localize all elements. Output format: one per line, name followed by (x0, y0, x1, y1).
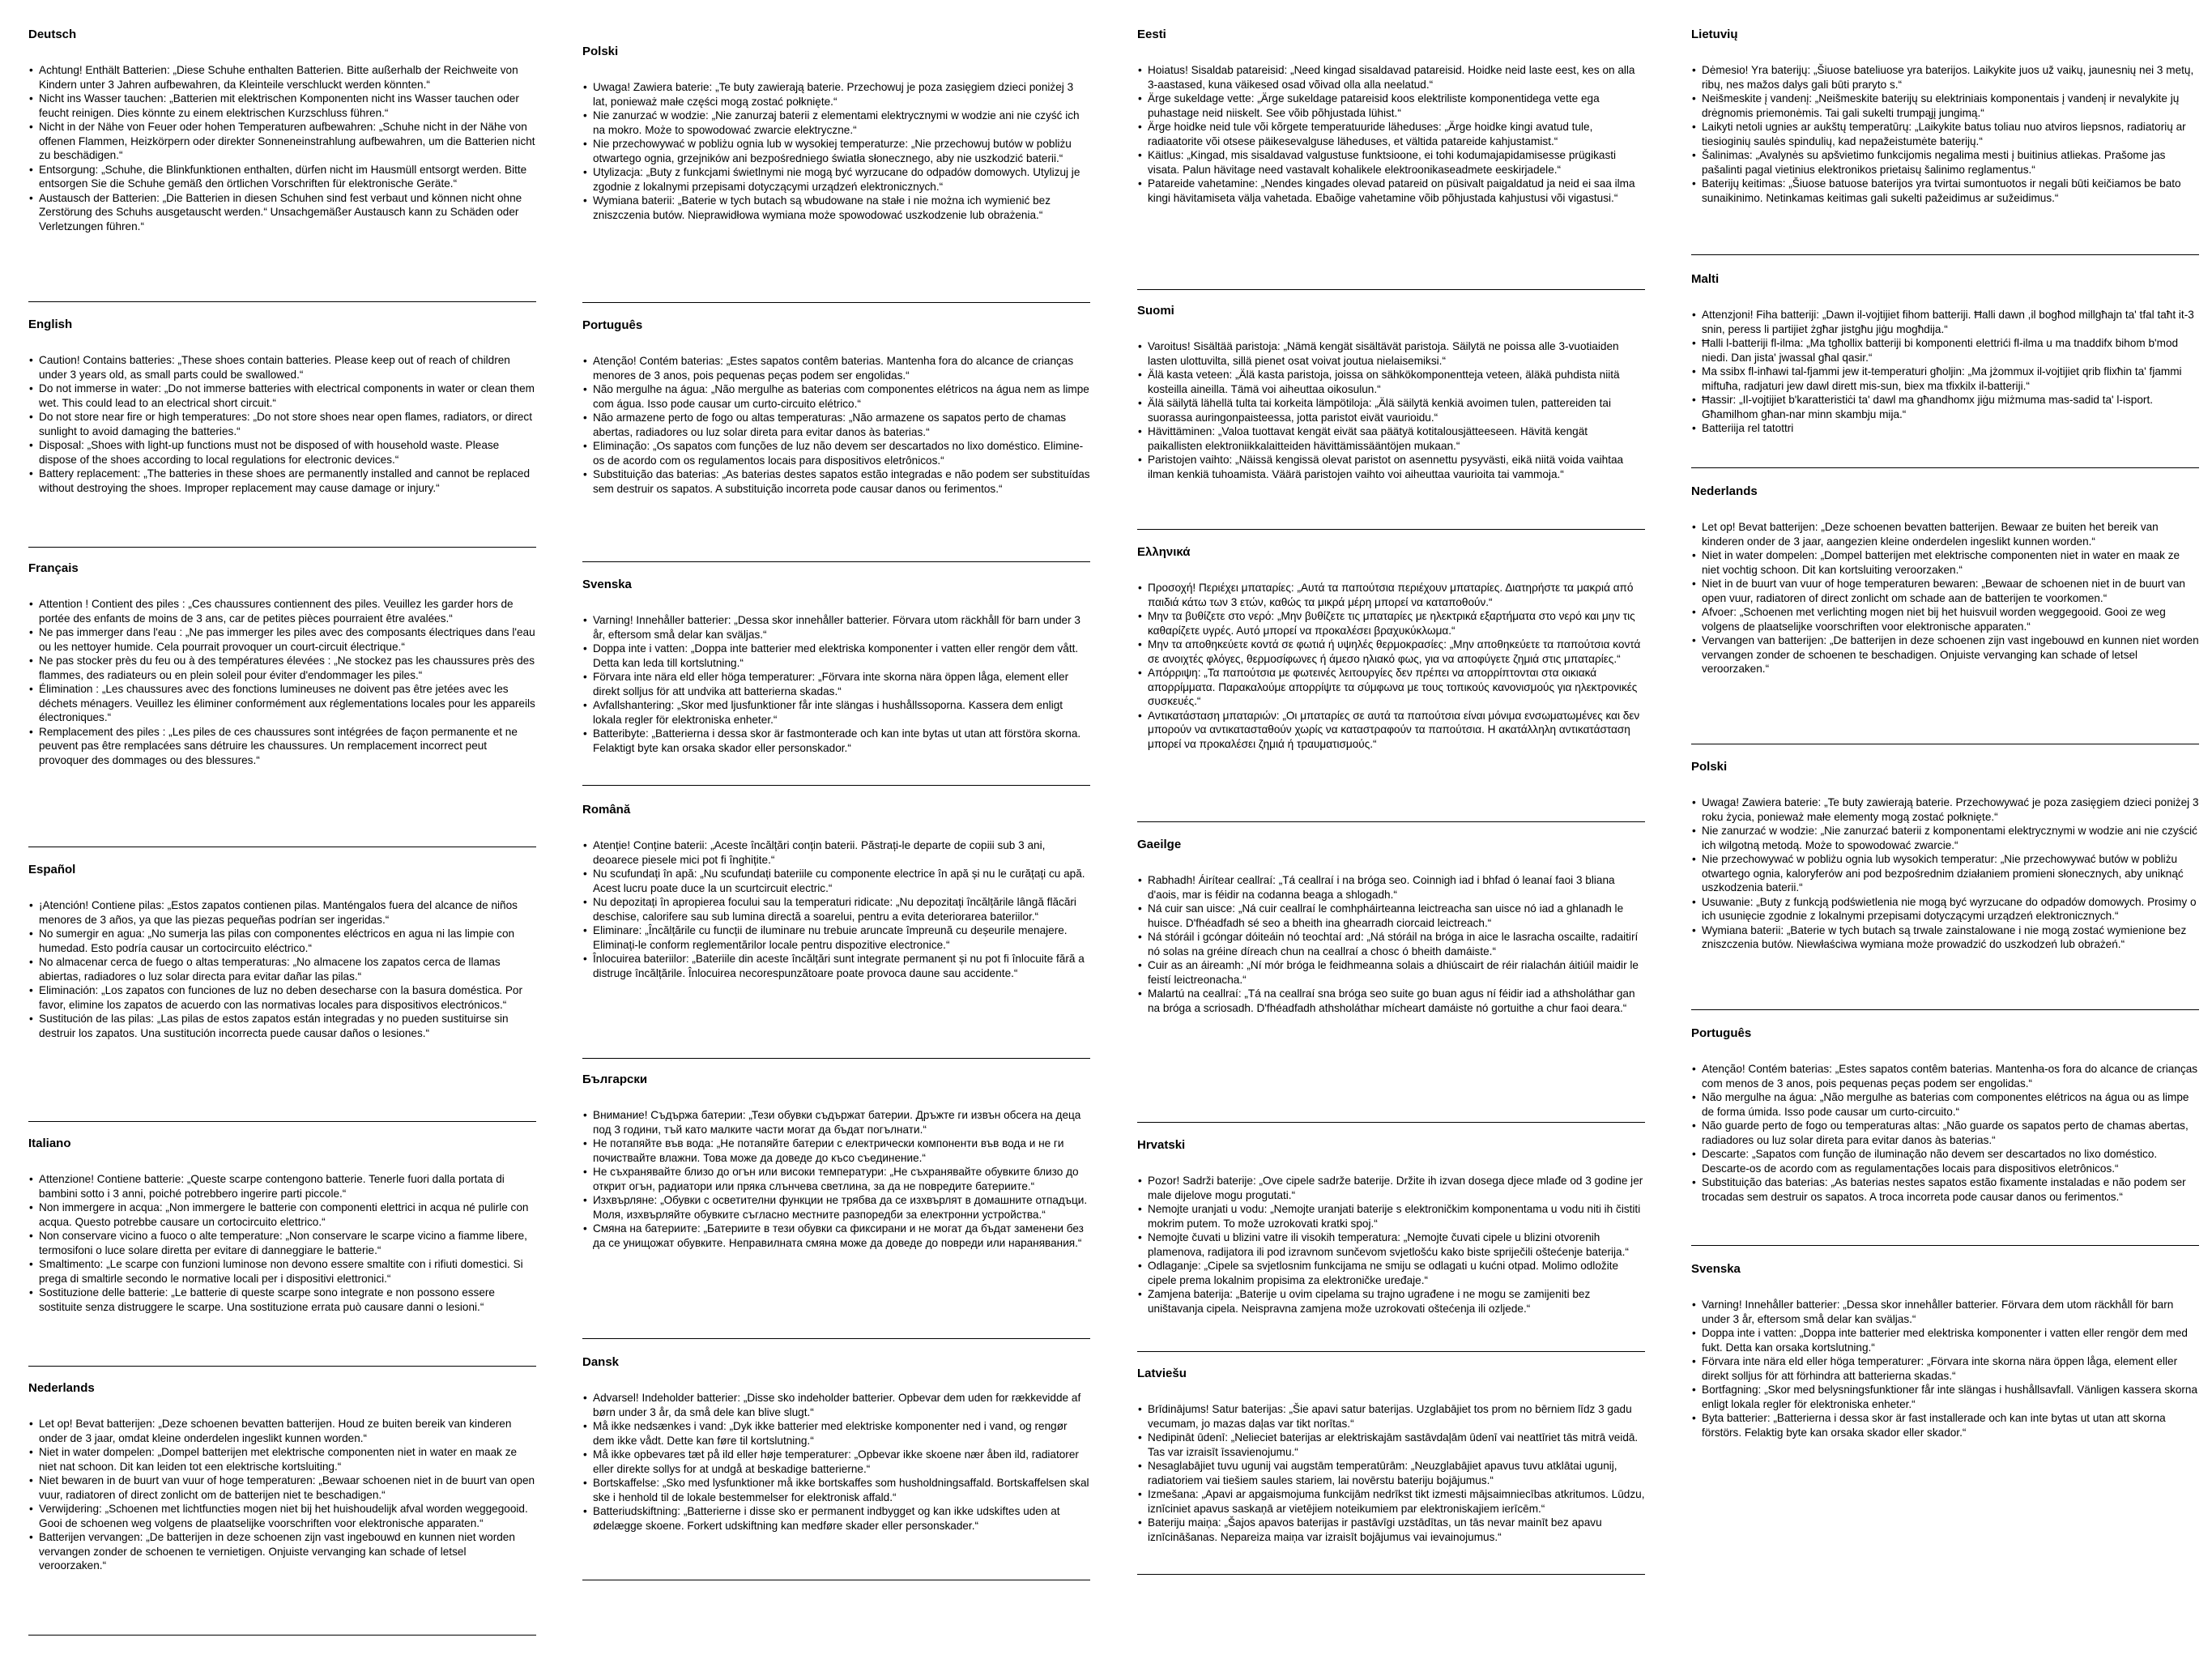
warning-item: • Ärge sukeldage vette: „Ärge sukeldage patareisid koos elektriliste komponentidega vette ega puhastage neid niiskelt. See võib põhjustada lühist.“ (1137, 92, 1645, 120)
warning-item: • Må ikke opbevares tæt på ild eller høje temperaturer: „Opbevar ikke skoene nær åben ild, radiatorer eller direkte sollys for at undgå at beskadige batterierne.“ (582, 1448, 1090, 1476)
warning-item: • Wymiana baterii: „Baterie w tych butach są trwale zainstalowane i nie mogą zostać wymienione bez zniszczenia butów. Niewłaściwa wymiana może prowadzić do uszkodzeń lub obrażeń.“ (1691, 923, 2199, 952)
warning-item: • Odlaganje: „Cipele sa svjetlosnim funkcijama ne smiju se odlagati u kućni otpad. Molimo odložite cipele prema lokalnim propisima za elektroničke uređaje.“ (1137, 1259, 1645, 1287)
warning-item: • Atenção! Contém baterias: „Estes sapatos contêm baterias. Mantenha fora do alcance de crianças menores de 3 anos, pois pequenas peças podem ser engolidas.“ (582, 354, 1090, 382)
warning-item: • Не съхранявайте близо до огън или високи температури: „Не съхранявайте обувките близо до открит огън, радиатори или пряка слънчева светлина, за да не повредите батериите.“ (582, 1165, 1090, 1193)
section-divider (28, 1366, 536, 1367)
warning-list (28, 1417, 536, 1573)
warning-item: • Entsorgung: „Schuhe, die Blinkfunktionen enthalten, dürfen nicht im Hausmüll entsorgt werden. Bitte entsorgen Sie die Schuhe gemäß den örtlichen Vorschriften für elektronische Geräte.“ (28, 163, 536, 191)
warning-item: • Substituição das baterias: „As baterias destes sapatos estão integradas e não podem ser substituídas sem destruir os sapatos. A substituição incorreta pode causar danos ou ferimentos.“ (582, 467, 1090, 496)
language-heading: Nederlands (28, 1381, 95, 1395)
warning-list (1691, 1062, 2199, 1204)
language-heading: Ελληνικά (1137, 545, 1191, 559)
warning-item: • Attenzione! Contiene batterie: „Queste scarpe contengono batterie. Tenerle fuori dalla portata di bambini sotto i 3 anni, poiché potrebbero ingerire parti piccole.“ (28, 1172, 536, 1201)
warning-list (1691, 520, 2199, 676)
language-section (28, 1381, 536, 1573)
language-section (582, 803, 1090, 980)
warning-list (1691, 795, 2199, 952)
section-divider (582, 1338, 1090, 1339)
language-section (1137, 304, 1645, 481)
warning-item: • Varning! Innehåller batterier: „Dessa skor innehåller batterier. Förvara utom räckhåll för barn under 3 år, eftersom små delar kan sväljas.“ (582, 613, 1090, 642)
warning-item: • Neišmeskite į vandenį: „Neišmeskite baterijų su elektriniais komponentais į vandenį ir nevalykite jų drėgnomis priemonėmis. Tai gali sukelti trumpąjį jungimą.“ (1691, 92, 2199, 120)
warning-item: • Não armazene perto de fogo ou altas temperaturas: „Não armazene os sapatos perto de chamas abertas, radiadores ou luz solar direta para evitar danos às baterias.“ (582, 411, 1090, 439)
warning-item: • Smaltimento: „Le scarpe con funzioni luminose non devono essere smaltite con i rifiuti domestici. Si prega di smaltirle secondo le normative locali per i dispositivi elettronici.“ (28, 1257, 536, 1286)
warning-item: • Μην τα βυθίζετε στο νερό: „Μην βυθίζετε τις μπαταρίες με ηλεκτρικά εξαρτήματα στο νερό και μην τις καθαρίζετε υγρές. Αυτό μπορεί να προκαλέσει βραχυκύκλωμα.“ (1137, 609, 1645, 638)
warning-item: • Remplacement des piles : „Les piles de ces chaussures sont intégrées de façon permanente et ne peuvent pas être remplacées sans détruire les chaussures. Un remplacement incorrect peut provoquer des dommages ou des blessures.“ (28, 725, 536, 768)
section-divider (1691, 1245, 2199, 1246)
warning-item: • Nie przechowywać w pobliżu ognia lub wysokich temperatur: „Nie przechowywać butów w pobliżu otwartego ognia, kaloryferów ani pod bezpośrednim działaniem promieni słonecznych, aby uniknąć uszkodzenia baterii.“ (1691, 852, 2199, 895)
warning-item: • Hävittäminen: „Valoa tuottavat kengät eivät saa päätyä kotitalousjätteeseen. Hävitä kengät paikallisten elektroniikkalaitteiden hävittämissääntöjen mukaan.“ (1137, 424, 1645, 453)
warning-item: • Nemojte uranjati u vodu: „Nemojte uranjati baterije s elektroničkim komponentama u vodu niti ih čistiti mokrim putem. To može uzrokovati kratki spoj.“ (1137, 1202, 1645, 1230)
warning-item: • Batteriudskiftning: „Batterierne i disse sko er permanent indbygget og kan ikke udskiftes uden at ødelægge skoene. Forkert udskiftning kan medføre skader eller personskader.“ (582, 1504, 1090, 1533)
language-column (1137, 0, 1645, 1659)
warning-item: • Élimination : „Les chaussures avec des fonctions lumineuses ne doivent pas être jetées avec les déchets ménagers. Veuillez les éliminer conformément aux réglementations locales pour les appareils électroniques.“ (28, 682, 536, 725)
warning-list (28, 63, 536, 233)
warning-list (28, 1172, 536, 1314)
warning-item: • Disposal: „Shoes with light-up functions must not be disposed of with household waste. Please dispose of the shoes according to local regulations for electronic devices.“ (28, 438, 536, 467)
section-divider (28, 1121, 536, 1122)
warning-item: • Avfallshantering: „Skor med ljusfunktioner får inte slängas i hushållssoporna. Kassera dem enligt lokala regler för elektroniska enheter.“ (582, 698, 1090, 727)
warning-item: • Batteribyte: „Batterierna i dessa skor är fastmonterade och kan inte bytas ut utan att förstöra skorna. Felaktigt byte kan orsaka skador eller personskador.“ (582, 727, 1090, 755)
warning-item: • Vervangen van batterijen: „De batterijen in deze schoenen zijn vast ingebouwd en kunnen niet worden vervangen zonder de schoenen te beschadigen. Onjuiste vervanging kan schade of letsel veroorzaken.“ (1691, 633, 2199, 676)
warning-item: • Sustitución de las pilas: „Las pilas de estos zapatos están integradas y no pueden sustituirse sin destruir los zapatos. Una sustitución incorrecta puede causar daños o lesiones.“ (28, 1012, 536, 1040)
warning-list (1137, 63, 1645, 205)
language-column (1691, 0, 2199, 1659)
warning-item: • Let op! Bevat batterijen: „Deze schoenen bevatten batterijen. Houd ze buiten bereik van kinderen onder de 3 jaar, omdat kleine onderdelen ingeslikt kunnen worden.“ (28, 1417, 536, 1445)
warning-item: • Atenção! Contém baterias: „Estes sapatos contêm baterias. Mantenha-os fora do alcance de crianças com menos de 3 anos, pois pequenas peças podem ser engolidas.“ (1691, 1062, 2199, 1090)
language-heading: Lietuvių (1691, 28, 1738, 41)
language-heading: English (28, 318, 73, 331)
warning-item: • Attenzjoni! Fiha batteriji: „Dawn il-vojtijiet fihom batteriji. Ħalli dawn ,il bogħod millgħajn ta' tfal taħt it-3 snin, peress li partijiet żgħar jistgħu jiġu mogħdija.“ (1691, 308, 2199, 336)
section-divider (1691, 254, 2199, 255)
language-heading: Română (582, 803, 631, 817)
warning-list (28, 898, 536, 1040)
warning-item: • Nedipināt ūdenī: „Nelieciet baterijas ar elektriskajām sastāvdaļām ūdenī vai neattīriet tās mitrā veidā. Tas var izraisīt īssavienojumu.“ (1137, 1431, 1645, 1459)
language-heading: Español (28, 863, 76, 876)
warning-item: • No almacenar cerca de fuego o altas temperaturas: „No almacene los zapatos cerca de llamas abiertas, radiadores o luz solar directa para evitar dañar las pilas.“ (28, 955, 536, 983)
warning-list (1137, 339, 1645, 481)
warning-list (582, 838, 1090, 980)
warning-item: • Nie przechowywać w pobliżu ognia lub w wysokiej temperaturze: „Nie przechowuj butów w pobliżu otwartego ognia, grzejników ani bezpośredniego światła słonecznego, aby nie uszkodzić baterii.“ (582, 137, 1090, 165)
warning-item: • Doppa inte i vatten: „Doppa inte batterier med elektriska komponenter i vatten eller rengör dem vått. Detta kan leda till kortslutning.“ (582, 642, 1090, 670)
language-section (1691, 484, 2199, 676)
language-heading: Polski (582, 45, 619, 58)
warning-item: • Attention ! Contient des piles : „Ces chaussures contiennent des piles. Veuillez les garder hors de portée des enfants de moins de 3 ans, car de petites pièces pourraient être avalées.“ (28, 597, 536, 625)
warning-item: • Rabhadh! Áirítear ceallraí: „Tá ceallraí i na bróga seo. Coinnigh iad i bhfad ó leanaí faoi 3 bliana d'aois, mar is féidir na codanna beaga a shlogadh.“ (1137, 873, 1645, 902)
warning-item: • Αντικατάσταση μπαταριών: „Οι μπαταρίες σε αυτά τα παπούτσια είναι μόνιμα ενσωματωμένες και δεν μπορούν να αντικατασταθούν χωρίς να καταστραφούν τα παπούτσια. Η ακατάλληλη αντικατάσταση μπορεί να προκαλέσει ζημιά ή τραυματισμούς.“ (1137, 709, 1645, 752)
warning-list (28, 597, 536, 767)
warning-item: • Înlocuirea bateriilor: „Bateriile din aceste încălțări sunt integrate permanent și nu pot fi înlocuite fără a distruge încălțările. Înlocuirea necorespunzătoare poate provoca daune sau accidente.“ (582, 952, 1090, 980)
warning-item: • Προσοχή! Περιέχει μπαταρίες: „Αυτά τα παπούτσια περιέχουν μπαταρίες. Διατηρήστε τα μακριά από παιδιά κάτω των 3 ετών, καθώς τα μικρά μέρη μπορεί να καταποθούν.“ (1137, 581, 1645, 609)
warning-list (582, 354, 1090, 496)
warning-item: • Nicht in der Nähe von Feuer oder hohen Temperaturen aufbewahren: „Schuhe nicht in der Nähe von offenen Flammen, Heizkörpern oder direkter Sonneneinstrahlung aufbewahren, um die Batterien nicht zu beschädigen.“ (28, 120, 536, 163)
warning-item: • Ne pas immerger dans l'eau : „Ne pas immerger les piles avec des composants électriques dans l'eau ou les nettoyer humide. Cela pourrait provoquer un court-circuit électrique.“ (28, 625, 536, 654)
warning-item: • Älä säilytä lähellä tulta tai korkeita lämpötiloja: „Älä säilytä kenkiä avoimen tulen, pattereiden tai suorassa auringonpaisteessa, jotta paristot eivät vaurioidu.“ (1137, 396, 1645, 424)
warning-item: • Baterijų keitimas: „Šiuose batuose baterijos yra tvirtai sumontuotos ir negali būti keičiamos be bato sunaikinimo. Netinkamas keitimas gali sukelti pažeidimus ar sužeidimus.“ (1691, 177, 2199, 205)
section-divider (582, 561, 1090, 562)
language-section (28, 1137, 536, 1314)
warning-item: • Смяна на батериите: „Батериите в тези обувки са фиксирани и не могат да бъдат заменени без да се унищожат обувките. Неправилната смяна може да доведе до повреди или наранявания.“ (582, 1222, 1090, 1250)
warning-item: • Ma ssibx fl-inħawi tal-fjammi jew it-temperaturi għoljin: „Ma jżommux il-vojtijiet qrib flixħin ta' fjammi miftuħa, radjaturi jew dawl dirett mis-sun, biex ma tfixkilx il-batteriji.“ (1691, 365, 2199, 393)
warning-item: • Eliminación: „Los zapatos con funciones de luz no deben desecharse con la basura doméstica. Por favor, elimine los zapatos de acuerdo con las normativas locales para dispositivos electrónicos.“ (28, 983, 536, 1012)
warning-item: • Uwaga! Zawiera baterie: „Te buty zawierają baterie. Przechowuj je poza zasięgiem dzieci poniżej 3 lat, ponieważ małe części mogą zostać połknięte.“ (582, 80, 1090, 109)
language-column (28, 0, 536, 1659)
warning-item: • Malartú na ceallraí: „Tá na ceallraí sna bróga seo suite go buan agus ní féidir iad a athsholáthar gan na bróga a scriosadh. D'fhéadfadh athsholáthar mícheart damáiste nó gortuithe a chur faoi deara.“ (1137, 987, 1645, 1015)
warning-item: • Förvara inte nära eld eller höga temperaturer: „Förvara inte skorna nära öppen låga, element eller direkt solljus för att förhindra att batterierna skadas.“ (1691, 1354, 2199, 1383)
warning-item: • Μην τα αποθηκεύετε κοντά σε φωτιά ή υψηλές θερμοκρασίες: „Μην αποθηκεύετε τα παπούτσια κοντά σε ανοιχτές φλόγες, θερμοσίφωνες ή άμεσο ηλιακό φως, για να αποφύγετε ζημιά στις μπαταρίες.“ (1137, 638, 1645, 666)
warning-item: • Nemojte čuvati u blizini vatre ili visokih temperatura: „Nemojte čuvati cipele u blizini otvorenih plamenova, radijatora ili pod izravnom sunčevom svjetlošću kako biste spriječili oštećenje baterija.“ (1137, 1230, 1645, 1259)
warning-item: • Brīdinājums! Satur baterijas: „Šie apavi satur baterijas. Uzglabājiet tos prom no bērniem līdz 3 gadu vecumam, jo mazas daļas var tikt norītas.“ (1137, 1402, 1645, 1431)
warning-item: • Achtung! Enthält Batterien: „Diese Schuhe enthalten Batterien. Bitte außerhalb der Reichweite von Kindern unter 3 Jahren aufbewahren, da Kleinteile verschluckt werden könnten.“ (28, 63, 536, 92)
language-section (1691, 760, 2199, 952)
language-heading: Polski (1691, 760, 1728, 774)
language-heading: Nederlands (1691, 484, 1758, 498)
warning-item: • Απόρριψη: „Τα παπούτσια με φωτεινές λειτουργίες δεν πρέπει να απορρίπτονται στα οικιακά απορρίμματα. Παρακαλούμε απορρίψτε τα σύμφωνα με τους τοπικούς κανονισμούς για ηλεκτρονικές συσκευές.“ (1137, 666, 1645, 709)
warning-item: • Substituição das baterias: „As baterias nestes sapatos estão fixamente instaladas e não podem ser trocadas sem destruir os sapatos. A troca incorreta pode causar danos ou ferimentos.“ (1691, 1175, 2199, 1204)
warning-item: • Uwaga! Zawiera baterie: „Te buty zawierają baterie. Przechowywać je poza zasięgiem dzieci poniżej 3 roku życia, ponieważ małe elementy mogą zostać połknięte.“ (1691, 795, 2199, 824)
warning-item: • Usuwanie: „Buty z funkcją podświetlenia nie mogą być wyrzucane do odpadów domowych. Prosimy o ich usunięcie zgodnie z lokalnymi przepisami dotyczącymi urządzeń elektronicznych.“ (1691, 895, 2199, 923)
warning-item: • Zamjena baterija: „Baterije u ovim cipelama su trajno ugrađene i ne mogu se zamijeniti bez uništavanja cipela. Neispravna zamjena može uzrokovati oštećenja ili ozljede.“ (1137, 1287, 1645, 1316)
language-heading: Български (582, 1073, 648, 1086)
warning-item: • Må ikke nedsænkes i vand: „Dyk ikke batterier med elektriske komponenter ned i vand, og rengør dem ikke vådt. Dette kan føre til kortslutning.“ (582, 1419, 1090, 1448)
warning-item: • Ne pas stocker près du feu ou à des températures élevées : „Ne stockez pas les chaussures près des flammes, des radiateurs ou en plein soleil pour éviter d'endommager les piles.“ (28, 654, 536, 682)
warning-item: • Nu depozitați în apropierea focului sau la temperaturi ridicate: „Nu depozitați încălțările lângă flăcări deschise, calorifere sau sub lumina directă a soarelui, pentru a evita deteriorarea bateriilor.“ (582, 895, 1090, 923)
warning-item: • Let op! Bevat batterijen: „Deze schoenen bevatten batterijen. Bewaar ze buiten het bereik van kinderen onder de 3 jaar, aangezien kleine onderdelen ingeslikt kunnen worden.“ (1691, 520, 2199, 548)
warning-item: • Niet bewaren in de buurt van vuur of hoge temperaturen: „Bewaar schoenen niet in de buurt van open vuur, radiatoren of direct zonlicht om de batterijen niet te beschadigen.“ (28, 1473, 536, 1502)
warning-item: • Do not immerse in water: „Do not immerse batteries with electrical components in water or clean them wet. This could lead to an electrical short circuit.“ (28, 382, 536, 410)
warning-list (1137, 581, 1645, 751)
warning-item: • Não mergulhe na água: „Não mergulhe as baterias com componentes elétricos na água nem as limpe com água. Isso pode causar um curto-circuito elétrico.“ (582, 382, 1090, 411)
warning-item: • Ärge hoidke neid tule või kõrgete temperatuuride läheduses: „Ärge hoidke kingi avatud tule, radiaatorite või otsese päikesevalguse läheduses, et vältida patareide kahjustamist.“ (1137, 120, 1645, 148)
warning-item: • Niet in de buurt van vuur of hoge temperaturen bewaren: „Bewaar de schoenen niet in de buurt van open vuur, radiatoren of direct zonlicht om schade aan de batterijen te voorkomen.“ (1691, 577, 2199, 605)
language-section (1137, 28, 1645, 205)
section-divider (28, 301, 536, 302)
warning-item: • Non immergere in acqua: „Non immergere le batterie con componenti elettrici in acqua né pulirle con acqua. Questo potrebbe causare un cortocircuito elettrico.“ (28, 1201, 536, 1229)
warning-item: • Eliminação: „Os sapatos com funções de luz não devem ser descartados no lixo doméstico. Elimine-os de acordo com os regulamentos locais para dispositivos eletrônicos.“ (582, 439, 1090, 467)
warning-item: • Pozor! Sadrži baterije: „Ove cipele sadrže baterije. Držite ih izvan dosega djece mlađe od 3 godine jer male dijelove mogu progutati.“ (1137, 1174, 1645, 1202)
language-section (582, 1073, 1090, 1250)
warning-item: • Izmešana: „Apavi ar apgaismojuma funkcijām nedrīkst tikt izmesti mājsaimniecības atkritumos. Lūdzu, iznīciniet apavus saskaņā ar vietējiem noteikumiem par elektroniskajiem ierīcēm.“ (1137, 1487, 1645, 1516)
section-divider (1137, 1122, 1645, 1123)
warning-list (1691, 63, 2199, 205)
language-heading: Français (28, 561, 79, 575)
language-heading: Dansk (582, 1355, 620, 1369)
language-section (1137, 1367, 1645, 1544)
warning-item: • Ná stóráil i gcóngar dóiteáin nó teochtaí ard: „Ná stóráil na bróga in aice le lasracha oscailte, radaitirí nó solas na gréine díreach chun na ceallraí a chosc ó bheith damáiste.“ (1137, 930, 1645, 958)
language-section (1691, 272, 2199, 436)
language-heading: Hrvatski (1137, 1138, 1186, 1152)
language-section (1691, 1262, 2199, 1439)
warning-item: • Изхвърляне: „Обувки с осветителни функции не трябва да се изхвърлят в домашните отпадъци. Моля, изхвърляйте обувките съгласно местните разпоредби за електронни устройства.“ (582, 1193, 1090, 1222)
warning-item: • Niet in water dompelen: „Dompel batterijen met elektrische componenten niet in water en maak ze niet nat schoon. Dit kan leiden tot een elektrische kortsluiting.“ (28, 1445, 536, 1473)
language-section (582, 578, 1090, 755)
warning-list (1691, 308, 2199, 436)
language-section (1137, 545, 1645, 751)
warning-item: • Cuir as an áireamh: „Ní mór bróga le feidhmeanna solais a dhiúscairt de réir rialachán áitiúil maidir le feistí leictreonacha.“ (1137, 958, 1645, 987)
language-heading: Svenska (582, 578, 632, 591)
warning-item: • Do not store near fire or high temperatures: „Do not store shoes near open flames, radiators, or direct sunlight to avoid damaging the batteries.“ (28, 410, 536, 438)
warning-item: • Bortfagning: „Skor med belysningsfunktioner får inte slängas i hushållsavfall. Vänligen kassera skorna enligt lokala regler för elektroniska enheter.“ (1691, 1383, 2199, 1411)
warning-item: • Sostituzione delle batterie: „Le batterie di queste scarpe sono integrate e non possono essere sostituite senza distruggere le scarpe. Una sostituzione errata può causare danni o lesioni.“ (28, 1286, 536, 1314)
warning-item: • Nicht ins Wasser tauchen: „Batterien mit elektrischen Komponenten nicht ins Wasser tauchen oder feucht reinigen. Dies könnte zu einem elektrischen Kurzschluss führen.“ (28, 92, 536, 120)
section-divider (582, 1058, 1090, 1059)
language-heading: Português (582, 318, 643, 332)
warning-item: • Внимание! Съдържа батерии: „Тези обувки съдържат батерии. Дръжте ги извън обсега на деца под 3 години, тъй като малките части могат да бъдат погълнати.“ (582, 1108, 1090, 1137)
warning-item: • Utylizacja: „Buty z funkcjami świetlnymi nie mogą być wyrzucane do odpadów domowych. Utylizuj je zgodnie z lokalnymi przepisami dotyczącymi urządzeń elektronicznych.“ (582, 165, 1090, 194)
warning-item: • Hoiatus! Sisaldab patareisid: „Need kingad sisaldavad patareisid. Hoidke neid laste eest, kes on alla 3-aastased, kuna väikesed osad võivad olla alla neelatud.“ (1137, 63, 1645, 92)
section-divider (28, 1635, 536, 1636)
warning-list (1137, 1174, 1645, 1316)
warning-list (582, 1108, 1090, 1250)
warning-item: • Non conservare vicino a fuoco o alte temperature: „Non conservare le scarpe vicino a fiamme libere, termosifoni o luce solare diretta per evitare di danneggiare le batterie.“ (28, 1229, 536, 1257)
warning-item: • Doppa inte i vatten: „Doppa inte batterier med elektriska komponenter i vatten eller rengör dem med fukt. Detta kan orsaka kortslutning.“ (1691, 1326, 2199, 1354)
language-heading: Gaeilge (1137, 838, 1182, 851)
warning-item: • Patareide vahetamine: „Nendes kingades olevad patareid on püsivalt paigaldatud ja neid ei saa ilma kingi hävitamiseta välja vahetada. Ebaõige vahetamine võib põhjustada kahjustusi või vigastusi.“ (1137, 177, 1645, 205)
warning-item: • Descarte: „Sapatos com função de iluminação não devem ser descartados no lixo doméstico. Descarte-os de acordo com as regulamentações locais para dispositivos eletrônicos.“ (1691, 1147, 2199, 1175)
section-divider (582, 785, 1090, 786)
section-divider (1691, 1009, 2199, 1010)
warning-item: • Varning! Innehåller batterier: „Dessa skor innehåller batterier. Förvara dem utom räckhåll för barn under 3 år, eftersom små delar kan sväljas.“ (1691, 1298, 2199, 1326)
section-divider (1137, 529, 1645, 530)
language-section (1691, 1026, 2199, 1204)
warning-item: • Batterijen vervangen: „De batterijen in deze schoenen zijn vast ingebouwd en kunnen niet worden vervangen zonder de schoenen te vernietigen. Onjuiste vervanging kan schade of letsel veroorzaken.“ (28, 1530, 536, 1573)
warning-item: • Bortskaffelse: „Sko med lysfunktioner må ikke bortskaffes som husholdningsaffald. Bortskaffelsen skal ske i henhold til de lokale bestemmelser for elektronisk affald.“ (582, 1476, 1090, 1504)
warning-item: • Ħalli l-batteriji fl-ilma: „Ma tgħollix batteriji bi komponenti elettrići fl-ilma u ma tnaddifx bihom b'mod niedi. Dan jista' jwassal għal qasir.“ (1691, 336, 2199, 365)
warning-item: • Byta batterier: „Batterierna i dessa skor är fast installerade och kan inte bytas ut utan att skorna förstörs. Felaktig byte kan orsaka skador eller skador.“ (1691, 1411, 2199, 1439)
language-heading: Português (1691, 1026, 1752, 1040)
warning-item: • No sumergir en agua: „No sumerja las pilas con componentes eléctricos en agua ni las limpie con humedad. Esto podría causar un cortocircuito eléctrico.“ (28, 927, 536, 955)
warning-item: • Ħassir: „Il-vojtijiet b'karatteristiċi ta' dawl ma għandhomx jiġu miżmuma mas-sadid ta' l-isport. Għamilhom għan-nar minn skambju mija.“ (1691, 393, 2199, 421)
warning-item: • Nie zanurzać w wodzie: „Nie zanurzaj baterii z elementami elektrycznymi w wodzie ani nie czyść ich na mokro. Może to spowodować zwarcie elektryczne.“ (582, 109, 1090, 137)
warning-list (1137, 873, 1645, 1015)
warning-item: • Dėmesio! Yra baterijų: „Šiuose bateliuose yra baterijos. Laikykite juos už vaikų, jaunesnių nei 3 metų, ribų, nes mažos dalys gali būti praryto s.“ (1691, 63, 2199, 92)
language-heading: Deutsch (28, 28, 77, 41)
warning-list (582, 613, 1090, 755)
language-section (582, 1355, 1090, 1533)
warning-item: • Austausch der Batterien: „Die Batterien in diesen Schuhen sind fest verbaut und können nicht ohne Zerstörung des Schuhs ausgetauscht werden.“ Unsachgemäßer Austausch kann zu Schäden oder Verletzungen führen.“ (28, 191, 536, 234)
warning-item: • Bateriju maiņa: „Šajos apavos baterijas ir pastāvīgi uzstādītas, un tās nevar mainīt bez apavu iznīcināšanas. Nepareiza maiņa var izraisīt bojājumus vai ievainojumus.“ (1137, 1516, 1645, 1544)
warning-item: • Paristojen vaihto: „Näissä kengissä olevat paristot on asennettu pysyvästi, eikä niitä voida vaihtaa ilman kenkiä tuhoamista. Väärä paristojen vaihto voi aiheuttaa vaurioita tai vammoja.“ (1137, 453, 1645, 481)
warning-item: • Não guarde perto de fogo ou temperaturas altas: „Não guarde os sapatos perto de chamas abertas, radiadores ou luz solar direta para evitar danos às baterias.“ (1691, 1119, 2199, 1147)
warning-item: • Niet in water dompelen: „Dompel batterijen met elektrische componenten niet in water en maak ze niet vochtig schoon. Dit kan kortsluiting veroorzaken.“ (1691, 548, 2199, 577)
warning-item: • Verwijdering: „Schoenen met lichtfuncties mogen niet bij het huishoudelijk afval worden weggegooid. Gooi de schoenen weg volgens de plaatselijke voorschriften voor elektronische apparaten.“ (28, 1502, 536, 1530)
warning-item: • Nu scufundați în apă: „Nu scufundați bateriile cu componente electrice în apă și nu le curățați cu apă. Acest lucru poate duce la un scurtcircuit electric.“ (582, 867, 1090, 895)
warning-item: • Nesaglabājiet tuvu ugunij vai augstām temperatūrām: „Neuzglabājiet apavus tuvu atklātai ugunij, radiatoriem vai tiešiem saules stariem, lai novērstu bateriju bojājumus.“ (1137, 1459, 1645, 1487)
warning-item: • Afvoer: „Schoenen met verlichting mogen niet bij het huisvuil worden weggegooid. Gooi ze weg volgens de plaatselijke voorschriften voor elektronische apparaten.“ (1691, 605, 2199, 633)
warning-item: • Atenție! Conține baterii: „Aceste încălțări conțin baterii. Păstrați-le departe de copiii sub 3 ani, deoarece piesele mici pot fi înghițite.“ (582, 838, 1090, 867)
warning-item: • Battery replacement: „The batteries in these shoes are permanently installed and cannot be replaced without destroying the shoes. Improper replacement may cause damage or injury.“ (28, 467, 536, 495)
warning-list (582, 1391, 1090, 1533)
section-divider (1137, 1574, 1645, 1575)
section-divider (28, 547, 536, 548)
warning-item: • Nie zanurzać w wodzie: „Nie zanurzać baterii z komponentami elektrycznymi w wodzie ani nie czyścić ich wilgotną metodą. Może to spowodować zwarcie.“ (1691, 824, 2199, 852)
warning-item: • Ná cuir san uisce: „Ná cuir ceallraí le comhpháirteanna leictreacha san uisce nó iad a ghlanadh le huisce. D'fhéadfadh sé seo a bheith ina ghearradh ciorcaid leictreach.“ (1137, 902, 1645, 930)
warning-item: • Förvara inte nära eld eller höga temperaturer: „Förvara inte skorna nära öppen låga, element eller direkt solljus för att undvika att batterierna skadas.“ (582, 670, 1090, 698)
warning-list (582, 80, 1090, 222)
language-heading: Italiano (28, 1137, 71, 1150)
section-divider (1137, 289, 1645, 290)
language-section (28, 318, 536, 495)
language-section (582, 45, 1090, 222)
warning-item: • Varoitus! Sisältää paristoja: „Nämä kengät sisältävät paristoja. Säilytä ne poissa alle 3-vuotiaiden lasten ulottuvilta, sillä pienet osat voivat joutua nielaisemiksi.“ (1137, 339, 1645, 368)
language-section (28, 863, 536, 1040)
language-section (28, 28, 536, 233)
warning-item: • Laikyti netoli ugnies ar aukštų temperatūrų: „Laikykite batus toliau nuo atviros liepsnos, radiatorių ar tiesioginių saulės spindulių, kad nepažeistumėte baterijų.“ (1691, 120, 2199, 148)
warning-item: • Wymiana baterii: „Baterie w tych butach są wbudowane na stałe i nie można ich wymienić bez zniszczenia butów. Nieprawidłowa wymiana może spowodować uszkodzenie lub obrażenia.“ (582, 194, 1090, 222)
warning-list (28, 353, 536, 495)
language-heading: Svenska (1691, 1262, 1741, 1276)
language-heading: Latviešu (1137, 1367, 1187, 1380)
warning-item: • ¡Atención! Contiene pilas: „Estos zapatos contienen pilas. Manténgalos fuera del alcance de niños menores de 3 años, ya que las piezas pequeñas podrían ser ingeridas.“ (28, 898, 536, 927)
warning-item: • Älä kasta veteen: „Älä kasta paristoja, joissa on sähkökomponentteja veteen, äläkä puhdista niitä kosteilla aineilla. Tämä voi aiheuttaa oikosulun.“ (1137, 368, 1645, 396)
language-heading: Suomi (1137, 304, 1174, 318)
warning-item: • Batteriija rel tatottri (1691, 421, 2199, 436)
warning-item: • Käitlus: „Kingad, mis sisaldavad valgustuse funktsioone, ei tohi kodumajapidamisesse prügikasti visata. Palun hävitage need vastavalt kohalikele elektroonikaseadmete eeskirjadele.“ (1137, 148, 1645, 177)
section-divider (1691, 467, 2199, 468)
warning-item: • Advarsel! Indeholder batterier: „Disse sko indeholder batterier. Opbevar dem uden for rækkevidde af børn under 3 år, da små dele kan blive slugt.“ (582, 1391, 1090, 1419)
language-heading: Eesti (1137, 28, 1166, 41)
warning-item: • Não mergulhe na água: „Não mergulhe as baterias com componentes elétricos na água ou as limpe de forma úmida. Isso pode causar um curto-circuito.“ (1691, 1090, 2199, 1119)
warning-item: • Eliminare: „Încălțările cu funcții de iluminare nu trebuie aruncate împreună cu deșeurile menajere. Eliminați-le conform reglementărilor locale pentru dispozitive electronice.“ (582, 923, 1090, 952)
warning-item: • Не потапяйте във вода: „Не потапяйте батерии с електрически компоненти във вода и не ги почиствайте влажни. Това може да доведе до късо съединение.“ (582, 1137, 1090, 1165)
language-column (582, 0, 1090, 1659)
section-divider (1137, 1351, 1645, 1352)
language-section (582, 318, 1090, 496)
language-section (1137, 838, 1645, 1015)
warning-list (1691, 1298, 2199, 1439)
language-section (1137, 1138, 1645, 1316)
language-section (1691, 28, 2199, 205)
warning-list (1137, 1402, 1645, 1544)
warning-item: • Šalinimas: „Avalynės su apšvietimo funkcijomis negalima mesti į buitinius atliekas. Prašome jas pašalinti pagal vietinius elektronikos prietaisų šalinimo reglamentus.“ (1691, 148, 2199, 177)
section-divider (1137, 821, 1645, 822)
section-divider (582, 302, 1090, 303)
language-heading: Malti (1691, 272, 1720, 286)
warning-item: • Caution! Contains batteries: „These shoes contain batteries. Please keep out of reach of children under 3 years old, as small parts could be swallowed.“ (28, 353, 536, 382)
language-section (28, 561, 536, 767)
